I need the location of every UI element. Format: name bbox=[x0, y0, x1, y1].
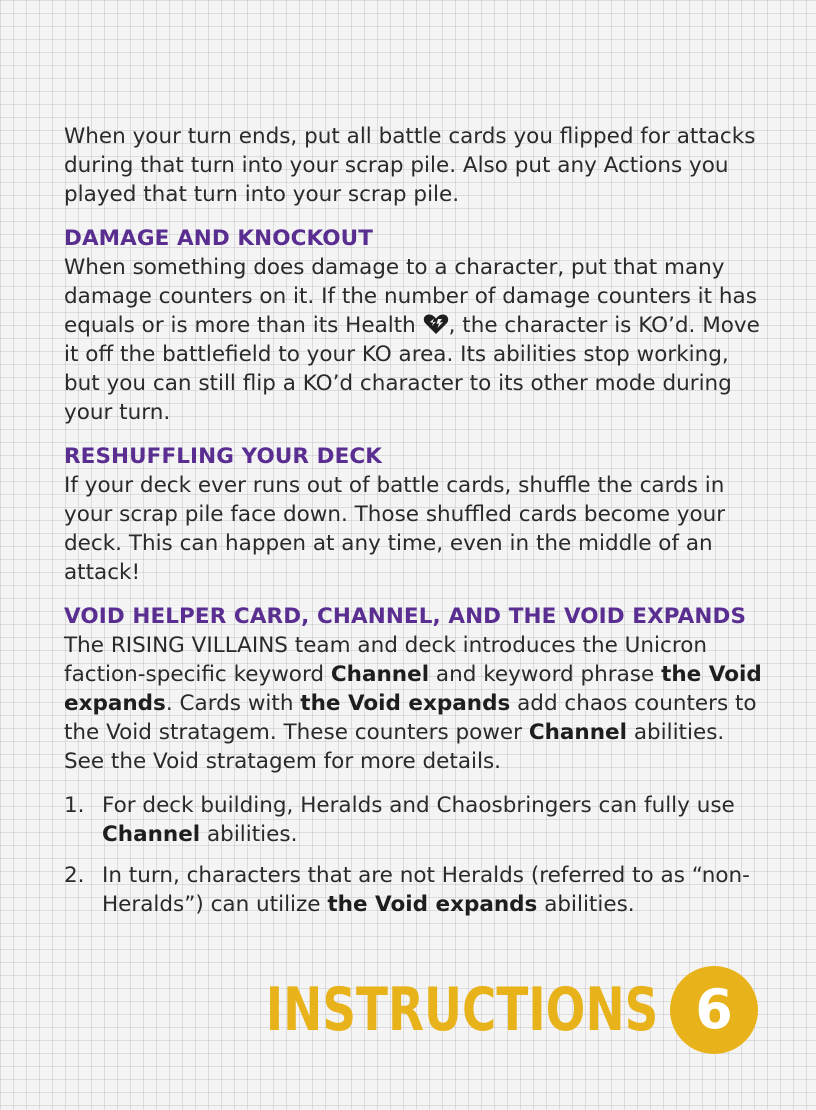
list-keyword: Channel bbox=[102, 822, 201, 847]
damage-paragraph bbox=[64, 253, 764, 427]
list-text: For deck building, Heralds and Chaosbringers can fully use bbox=[102, 793, 735, 818]
list-text: abilities. bbox=[200, 822, 298, 847]
reshuffle-paragraph: If your deck ever runs out of battle cards, shuffle the cards in your scrap pile face down. Those shuffled cards become your deck. This can happen at any time, even in the middle of an attack! bbox=[64, 473, 726, 585]
void-heading: VOID HELPER CARD, CHANNEL, AND THE VOID EXPANDS bbox=[64, 604, 747, 629]
reshuffle-heading: RESHUFFLING YOUR DECK bbox=[64, 444, 383, 469]
damage-text-before: When something does damage to a character, put that many damage counters on it. If the number of damage counters it has equals or is more than its Health bbox=[64, 255, 757, 338]
void-text-4: add chaos counters to the Void stratagem. These counters power bbox=[64, 691, 757, 745]
health-icon bbox=[423, 313, 449, 335]
page-number-badge: 6 bbox=[670, 966, 758, 1054]
intro-section bbox=[64, 122, 764, 209]
void-text-5: abilities. See the Void stratagem for more details. bbox=[64, 720, 725, 774]
void-paragraph bbox=[64, 631, 764, 776]
list-text: abilities. bbox=[537, 892, 635, 917]
list-item bbox=[64, 861, 764, 919]
damage-text-after: , the character is KO’d. Move it off the battlefield to your KO area. Its abilities stop working, but you can still flip a KO’d character to its other mode during your turn. bbox=[64, 313, 760, 425]
void-text-2: and keyword phrase bbox=[429, 662, 662, 687]
footer-title: INSTRUCTIONS bbox=[265, 975, 658, 1045]
list-text: In turn, characters that are not Heralds (referred to as “non-Heralds”) can utilize bbox=[102, 863, 750, 917]
rules-content bbox=[64, 122, 764, 931]
void-section bbox=[64, 602, 764, 776]
keyword-channel: Channel bbox=[528, 720, 627, 745]
list-item bbox=[64, 791, 764, 849]
reshuffle-section bbox=[64, 442, 764, 587]
list-keyword: the Void expands bbox=[327, 892, 538, 917]
page-footer bbox=[155, 966, 758, 1054]
list-number: 1. bbox=[64, 793, 85, 818]
intro-paragraph: When your turn ends, put all battle cards you flipped for attacks during that turn into your scrap pile. Also put any Actions you played that turn into your scrap pile. bbox=[64, 124, 756, 207]
list-number: 2. bbox=[64, 863, 85, 888]
damage-section bbox=[64, 224, 764, 427]
void-text-1: The RISING VILLAINS team and deck introduces the Unicron faction-specific keyword bbox=[64, 633, 707, 687]
rules-list bbox=[64, 791, 764, 919]
damage-heading: DAMAGE AND KNOCKOUT bbox=[64, 226, 374, 251]
keyword-channel: Channel bbox=[330, 662, 430, 687]
keyword-void-expands: the Void expands bbox=[64, 662, 762, 716]
keyword-void-expands: the Void expands bbox=[300, 691, 511, 716]
void-text-3: . Cards with bbox=[165, 691, 301, 716]
